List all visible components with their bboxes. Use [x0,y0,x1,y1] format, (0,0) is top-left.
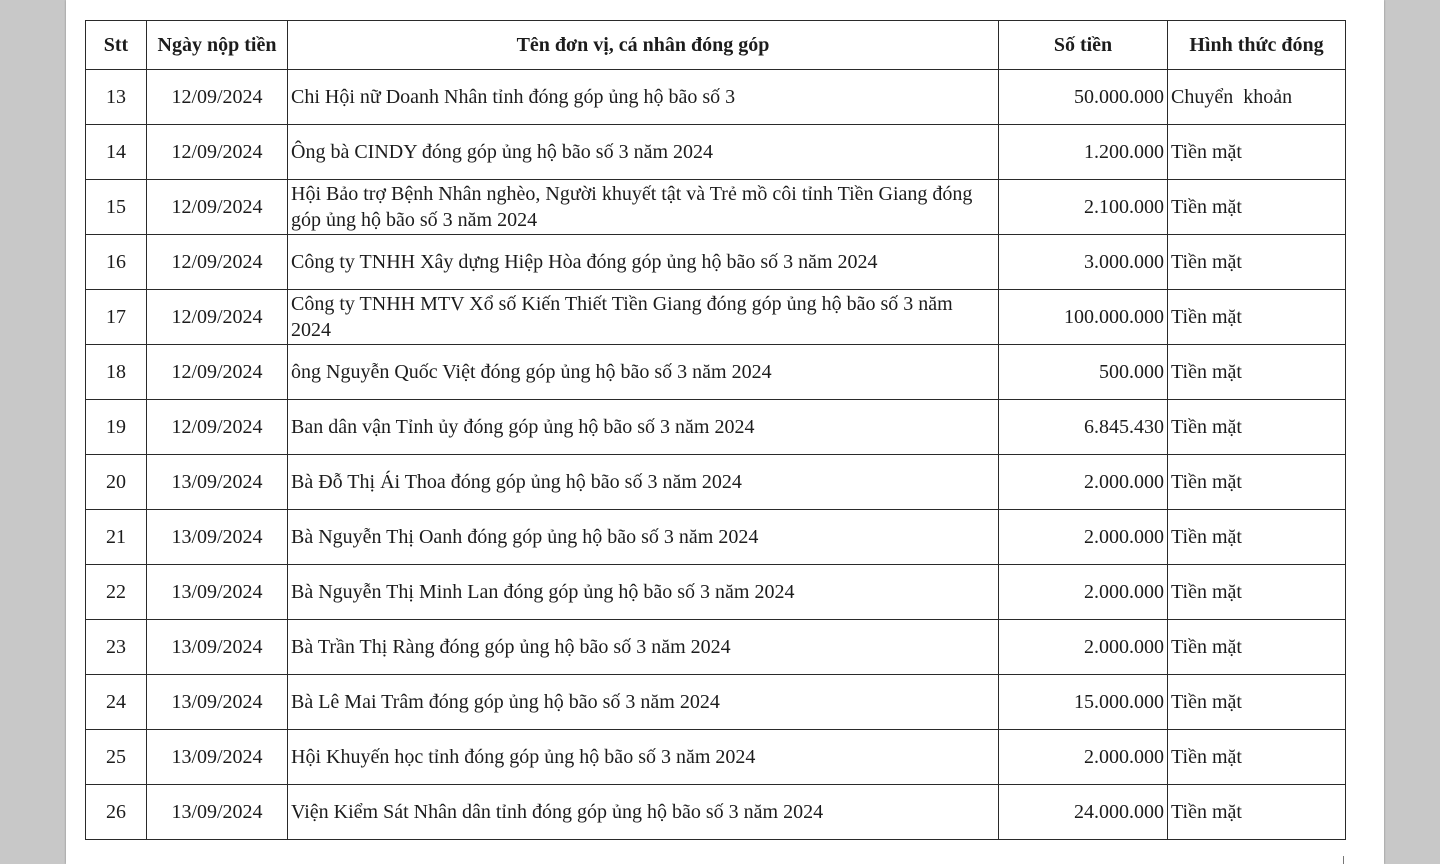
cell-stt: 21 [86,510,147,565]
cell-date: 12/09/2024 [147,180,288,235]
cell-method: Tiền mặt [1168,730,1346,785]
cell-stt: 19 [86,400,147,455]
cell-amount: 2.000.000 [999,620,1168,675]
cell-amount: 1.200.000 [999,125,1168,180]
header-name: Tên đơn vị, cá nhân đóng góp [288,21,999,70]
cell-stt: 26 [86,785,147,840]
cell-contributor: Ban dân vận Tỉnh ủy đóng góp ủng hộ bão số 3 năm 2024 [288,400,999,455]
cell-amount: 2.000.000 [999,510,1168,565]
cell-stt: 14 [86,125,147,180]
header-stt: Stt [86,21,147,70]
cell-amount: 100.000.000 [999,290,1168,345]
cell-method: Tiền mặt [1168,565,1346,620]
cell-amount: 15.000.000 [999,675,1168,730]
cell-contributor: Chi Hội nữ Doanh Nhân tỉnh đóng góp ủng hộ bão số 3 [288,70,999,125]
donation-table [85,20,1346,840]
cell-amount: 3.000.000 [999,235,1168,290]
table-row [86,455,1346,510]
cell-stt: 22 [86,565,147,620]
cell-contributor: Bà Nguyễn Thị Minh Lan đóng góp ủng hộ bão số 3 năm 2024 [288,565,999,620]
cell-stt: 15 [86,180,147,235]
cell-method: Tiền mặt [1168,290,1346,345]
cell-method: Tiền mặt [1168,345,1346,400]
table-header [86,21,1346,70]
cell-method: Tiền mặt [1168,785,1346,840]
table-row [86,785,1346,840]
cell-method: Tiền mặt [1168,235,1346,290]
cell-date: 13/09/2024 [147,565,288,620]
cell-date: 12/09/2024 [147,235,288,290]
header-amount: Số tiền [999,21,1168,70]
cell-stt: 13 [86,70,147,125]
cell-stt: 16 [86,235,147,290]
cell-date: 12/09/2024 [147,290,288,345]
cell-contributor: Bà Nguyễn Thị Oanh đóng góp ủng hộ bão số 3 năm 2024 [288,510,999,565]
cell-amount: 2.000.000 [999,730,1168,785]
cell-contributor: Bà Đỗ Thị Ái Thoa đóng góp ủng hộ bão số 3 năm 2024 [288,455,999,510]
table-row [86,565,1346,620]
cell-date: 12/09/2024 [147,400,288,455]
cell-method: Chuyển khoản [1168,70,1346,125]
cell-stt: 24 [86,675,147,730]
cell-contributor: Hội Khuyến học tỉnh đóng góp ủng hộ bão số 3 năm 2024 [288,730,999,785]
cell-date: 12/09/2024 [147,125,288,180]
table-row [86,290,1346,345]
cell-contributor: Công ty TNHH MTV Xổ số Kiến Thiết Tiền Giang đóng góp ủng hộ bão số 3 năm 2024 [288,290,999,345]
cell-amount: 24.000.000 [999,785,1168,840]
cell-method: Tiền mặt [1168,455,1346,510]
cell-date: 12/09/2024 [147,70,288,125]
table-row [86,675,1346,730]
cell-method: Tiền mặt [1168,125,1346,180]
table-row [86,400,1346,455]
cell-date: 13/09/2024 [147,785,288,840]
table-body [86,70,1346,840]
cell-method: Tiền mặt [1168,675,1346,730]
cell-date: 13/09/2024 [147,455,288,510]
cell-contributor: Ông bà CINDY đóng góp ủng hộ bão số 3 năm 2024 [288,125,999,180]
document-page [66,0,1384,864]
cell-date: 13/09/2024 [147,730,288,785]
cell-contributor: Bà Trần Thị Ràng đóng góp ủng hộ bão số 3 năm 2024 [288,620,999,675]
cell-date: 12/09/2024 [147,345,288,400]
header-date: Ngày nộp tiền [147,21,288,70]
cell-stt: 20 [86,455,147,510]
table-row [86,235,1346,290]
cell-amount: 2.000.000 [999,565,1168,620]
cell-stt: 17 [86,290,147,345]
cell-stt: 23 [86,620,147,675]
table-row [86,70,1346,125]
page-edge-mark [1343,856,1344,864]
table-row [86,125,1346,180]
header-row [86,21,1346,70]
table-row [86,510,1346,565]
cell-method: Tiền mặt [1168,510,1346,565]
cell-date: 13/09/2024 [147,510,288,565]
cell-method: Tiền mặt [1168,620,1346,675]
cell-stt: 25 [86,730,147,785]
cell-contributor: Bà Lê Mai Trâm đóng góp ủng hộ bão số 3 năm 2024 [288,675,999,730]
cell-date: 13/09/2024 [147,620,288,675]
cell-amount: 6.845.430 [999,400,1168,455]
table-row [86,730,1346,785]
table-row [86,620,1346,675]
table-row [86,345,1346,400]
cell-method: Tiền mặt [1168,400,1346,455]
cell-contributor: Viện Kiểm Sát Nhân dân tỉnh đóng góp ủng hộ bão số 3 năm 2024 [288,785,999,840]
cell-stt: 18 [86,345,147,400]
cell-contributor: Công ty TNHH Xây dựng Hiệp Hòa đóng góp ủng hộ bão số 3 năm 2024 [288,235,999,290]
table-row [86,180,1346,235]
cell-contributor: ông Nguyễn Quốc Việt đóng góp ủng hộ bão số 3 năm 2024 [288,345,999,400]
header-method: Hình thức đóng [1168,21,1346,70]
cell-amount: 2.000.000 [999,455,1168,510]
cell-amount: 2.100.000 [999,180,1168,235]
cell-contributor: Hội Bảo trợ Bệnh Nhân nghèo, Người khuyết tật và Trẻ mồ côi tỉnh Tiền Giang đóng góp ủng hộ bão số 3 năm 2024 [288,180,999,235]
cell-date: 13/09/2024 [147,675,288,730]
cell-method: Tiền mặt [1168,180,1346,235]
cell-amount: 500.000 [999,345,1168,400]
cell-amount: 50.000.000 [999,70,1168,125]
